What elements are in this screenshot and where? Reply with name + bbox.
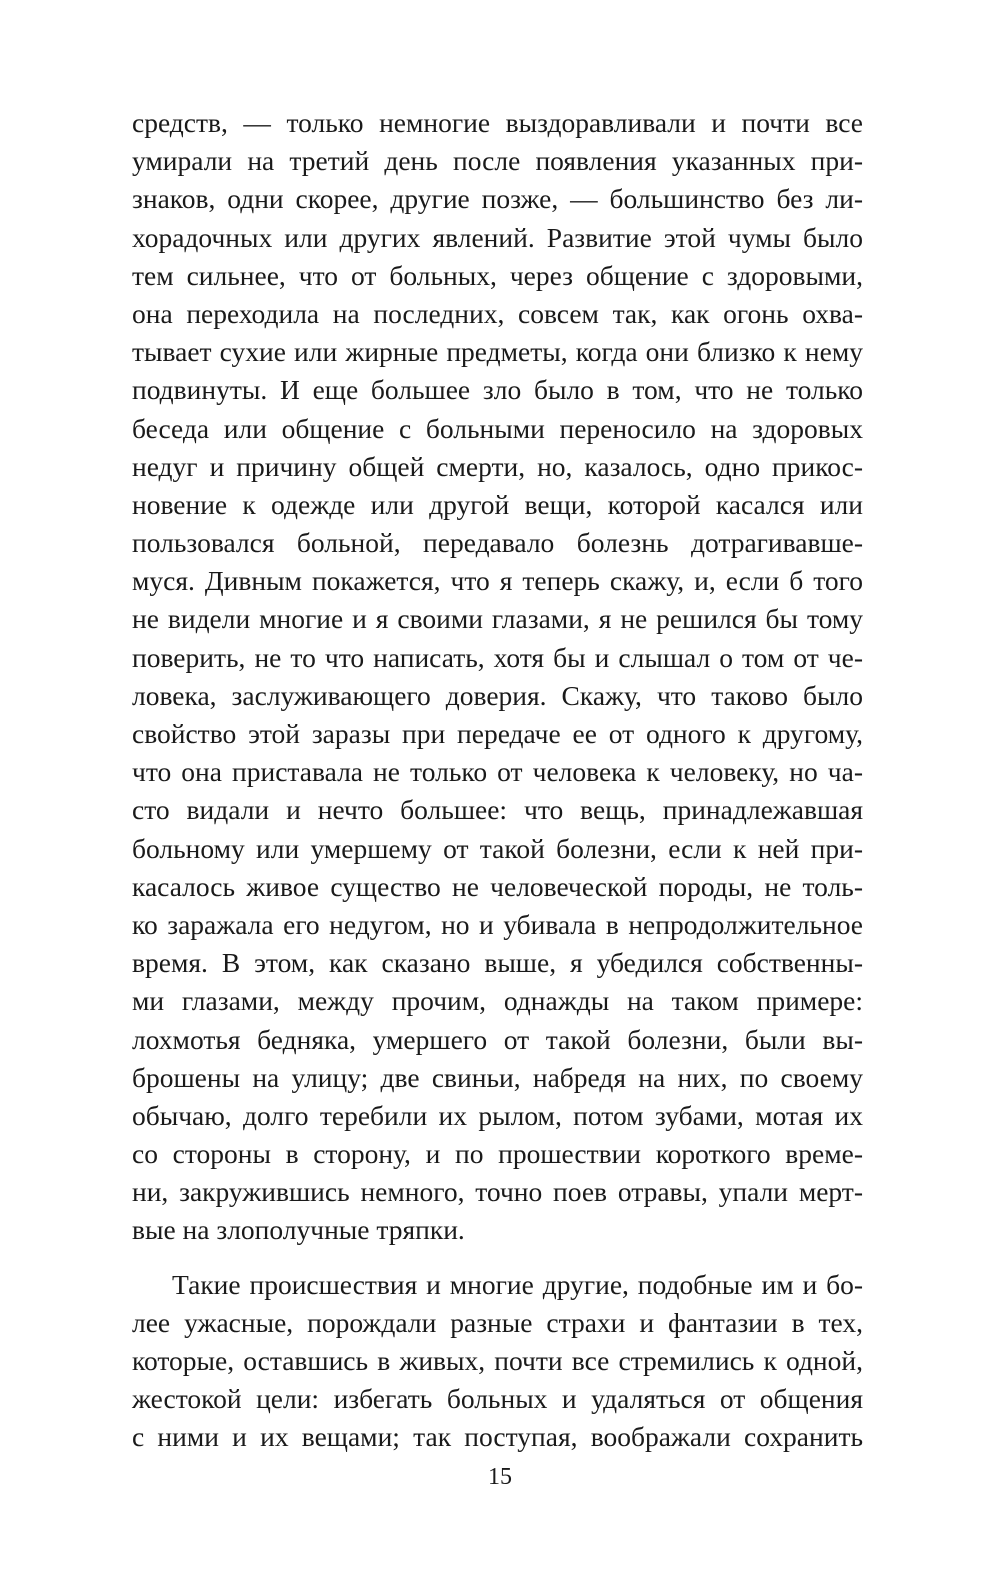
text-line: умирали на третий день после появления указанных при- <box>132 145 863 177</box>
paragraph-1 <box>132 104 863 1250</box>
text-line: свойство этой заразы при передаче ее от одного к другому, <box>132 718 863 749</box>
text-line: беседа или общение с больными переносило на здоровых <box>132 412 863 444</box>
text-line: муся. Дивным покажется, что я теперь скажу, и, если б того <box>132 565 863 597</box>
text-line: знаков, одни скорее, другие позже, — большинство без ли- <box>132 183 863 215</box>
body-text <box>132 104 863 1457</box>
text-line: ловека, заслуживающего доверия. Скажу, что таково было <box>132 679 863 711</box>
paragraph-spacer <box>132 1250 863 1266</box>
text-line: новение к одежде или другой вещи, которой касался или <box>132 488 863 520</box>
text-line: касалось живое существо не человеческой породы, не толь- <box>132 870 863 902</box>
text-line: она переходила на последних, совсем так, как огонь охва- <box>132 297 863 329</box>
paragraph-2 <box>132 1266 863 1457</box>
text-line: недуг и причину общей смерти, но, казалось, одно прикос- <box>132 450 863 482</box>
text-line: с ними и их вещами; так поступая, воображали сохранить <box>132 1421 863 1453</box>
text-line: тывает сухие или жирные предметы, когда они близко к нему <box>132 336 863 368</box>
text-line: Такие происшествия и многие другие, подобные им и бо- <box>172 1268 863 1300</box>
text-line: которые, оставшись в живых, почти все стремились к одной, <box>132 1345 863 1376</box>
text-line: ми глазами, между прочим, однажды на таком примере: <box>132 985 863 1017</box>
text-line: подвинуты. И еще большее зло было в том, что не только <box>132 374 863 406</box>
text-line: тем сильнее, что от больных, через общение с здоровыми, <box>132 259 863 291</box>
text-line: со стороны в сторону, и по прошествии короткого време- <box>132 1138 863 1170</box>
text-line: пользовался больной, передавало болезнь дотрагивавше- <box>132 527 863 559</box>
text-line: средств, — только немногие выздоравливали и почти все <box>132 107 863 138</box>
text-line: больному или умершему от такой болезни, если к ней при- <box>132 832 863 864</box>
text-line: время. В этом, как сказано выше, я убедился собственны- <box>132 947 863 979</box>
text-line: брошены на улицу; две свиньи, набредя на них, по своему <box>132 1061 863 1093</box>
text-line: поверить, не то что написать, хотя бы и слышал о том от че- <box>132 641 863 673</box>
text-line: сто видали и нечто большее: что вещь, принадлежавшая <box>132 794 863 826</box>
text-line: лее ужасные, порождали разные страхи и фантазии в тех, <box>132 1306 863 1338</box>
text-line: не видели многие и я своими глазами, я не решился бы тому <box>132 603 863 635</box>
text-line: хорадочных или других явлений. Развитие этой чумы было <box>132 221 863 253</box>
text-line: обычаю, долго теребили их рылом, потом зубами, мотая их <box>132 1099 863 1131</box>
text-line: что она приставала не только от человека к человеку, но ча- <box>132 756 863 788</box>
text-line: вые на злополучные тряпки. <box>132 1214 465 1246</box>
text-line: жестокой цели: избегать больных и удаляться от общения <box>132 1383 863 1415</box>
text-line: лохмотья бедняка, умершего от такой болезни, были вы- <box>132 1023 863 1055</box>
text-line: ни, закружившись немного, точно поев отравы, упали мерт- <box>132 1176 863 1208</box>
page-number: 15 <box>488 1464 512 1490</box>
text-line: ко заражала его недугом, но и убивала в непродолжительное <box>132 908 863 940</box>
